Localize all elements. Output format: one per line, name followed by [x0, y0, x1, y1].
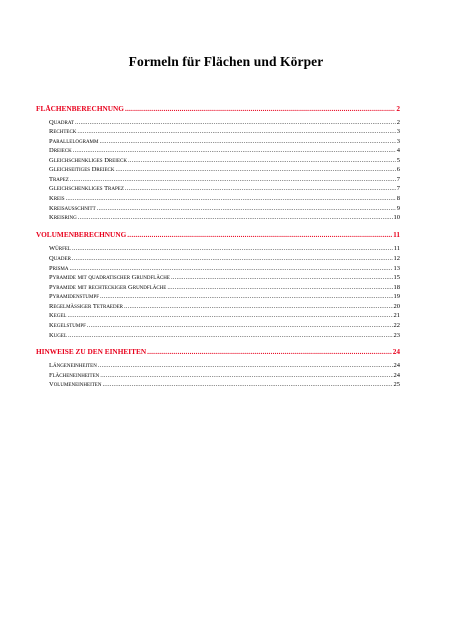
- toc-page-number: 11: [393, 230, 400, 239]
- toc-dot-leader: [72, 255, 393, 262]
- toc-page-number: 7: [396, 185, 400, 192]
- toc-page-number: 8: [396, 195, 400, 202]
- toc-item-gleichseitiges-dreieck[interactable]: [49, 166, 400, 173]
- toc-item-label: Pyramidenstumpf: [49, 293, 100, 300]
- toc-page-number: 2: [396, 119, 400, 126]
- toc-dot-leader: [72, 245, 393, 252]
- toc-section-einheiten[interactable]: [36, 347, 400, 356]
- toc-page-number: 9: [396, 205, 400, 212]
- toc-item-label: Dreieck: [49, 147, 72, 154]
- toc-page-number: 13: [393, 265, 400, 272]
- toc-item-volumeneinheiten[interactable]: [49, 381, 400, 388]
- toc-item-kugel[interactable]: [49, 332, 400, 339]
- toc-dot-leader: [125, 185, 396, 192]
- toc-item-label: Würfel: [49, 245, 71, 252]
- toc-item-prisma[interactable]: [49, 265, 400, 272]
- toc-item-wuerfel[interactable]: [49, 245, 400, 252]
- toc-dot-leader: [68, 332, 392, 339]
- toc-item-dreieck[interactable]: [49, 147, 400, 154]
- toc-dot-leader: [147, 347, 392, 356]
- toc-item-label: Gleichschenkliges Dreieck: [49, 157, 127, 164]
- toc-item-gleichschenkliges-dreieck[interactable]: [49, 157, 400, 164]
- toc-page-number: 23: [393, 332, 400, 339]
- toc-dot-leader: [73, 147, 396, 154]
- toc-item-laengeneinheiten[interactable]: [49, 362, 400, 369]
- toc-item-label: Pyramide mit rechteckiger Grundfläche: [49, 284, 167, 291]
- toc-dot-leader: [127, 230, 392, 239]
- toc-page-number: 5: [396, 157, 400, 164]
- toc-page-number: 25: [393, 381, 400, 388]
- toc-item-kreisring[interactable]: [49, 214, 400, 221]
- toc-item-label: Kreisausschnitt: [49, 205, 96, 212]
- toc-item-label: Regelmäßiger Tetraeder: [49, 303, 123, 310]
- toc-item-label: Rechteck: [49, 128, 77, 135]
- toc-page-number: 6: [396, 166, 400, 173]
- toc-page-number: 24: [393, 362, 400, 369]
- toc-item-label: Trapez: [49, 176, 69, 183]
- toc-item-label: Gleichschenkliges Trapez: [49, 185, 124, 192]
- toc-dot-leader: [102, 381, 392, 388]
- toc-dot-leader: [171, 274, 393, 281]
- toc-dot-leader: [167, 284, 392, 291]
- toc-item-gleichschenkliges-trapez[interactable]: [49, 185, 400, 192]
- toc-item-label: Kugel: [49, 332, 68, 339]
- toc-dot-leader: [125, 104, 395, 113]
- toc-dot-leader: [115, 166, 395, 173]
- toc-dot-leader: [78, 214, 393, 221]
- toc-item-label: Prisma: [49, 265, 69, 272]
- toc-item-label: Kegel: [49, 312, 67, 319]
- toc-page-number: 18: [393, 284, 400, 291]
- toc-item-kegelstumpf[interactable]: [49, 322, 400, 329]
- toc-item-label: Kreisring: [49, 214, 77, 221]
- toc-dot-leader: [100, 293, 392, 300]
- toc-item-label: Quadrat: [49, 119, 74, 126]
- toc-dot-leader: [99, 138, 395, 145]
- toc-page-number: 4: [396, 147, 400, 154]
- toc-item-label: Quader: [49, 255, 71, 262]
- toc-item-kreisausschnitt[interactable]: [49, 205, 400, 212]
- toc-dot-leader: [70, 176, 396, 183]
- toc-page-number: 2: [396, 104, 400, 113]
- toc-page-number: 11: [393, 245, 400, 252]
- toc-item-parallelogramm[interactable]: [49, 138, 400, 145]
- toc-item-trapez[interactable]: [49, 176, 400, 183]
- toc-page-number: 10: [393, 214, 400, 221]
- toc-page-number: 19: [393, 293, 400, 300]
- toc-item-flaecheneinheiten[interactable]: [49, 372, 400, 379]
- toc-dot-leader: [97, 205, 396, 212]
- toc-item-label: Gleichseitiges Dreieck: [49, 166, 115, 173]
- toc-page-number: 20: [393, 303, 400, 310]
- toc-page-number: 22: [393, 322, 400, 329]
- toc-dot-leader: [87, 322, 393, 329]
- page-title: Formeln für Flächen und Körper: [128, 54, 324, 69]
- toc-dot-leader: [124, 303, 393, 310]
- toc-page-number: 12: [393, 255, 400, 262]
- toc-section-volumenberechnung[interactable]: [36, 230, 400, 239]
- toc-page-number: 24: [392, 347, 400, 356]
- toc-page-number: 21: [393, 312, 400, 319]
- toc-dot-leader: [69, 265, 392, 272]
- toc-item-label: Längeneinheiten: [49, 362, 97, 369]
- toc-item-label: Kegelstumpf: [49, 322, 86, 329]
- toc-section-label: VOLUMENBERECHNUNG: [36, 230, 127, 239]
- toc-page-number: 3: [396, 138, 400, 145]
- toc-item-pyramide-rechteckig[interactable]: [49, 284, 400, 291]
- toc-item-quader[interactable]: [49, 255, 400, 262]
- toc-page-number: 7: [396, 176, 400, 183]
- toc-page-number: 24: [393, 372, 400, 379]
- toc-dot-leader: [75, 119, 396, 126]
- toc-dot-leader: [100, 372, 392, 379]
- toc-page-number: 15: [393, 274, 400, 281]
- toc-dot-leader: [67, 312, 392, 319]
- toc-item-label: Volumeneinheiten: [49, 381, 102, 388]
- toc-dot-leader: [66, 195, 396, 202]
- toc-item-label: Parallelogramm: [49, 138, 99, 145]
- toc-item-tetraeder[interactable]: [49, 303, 400, 310]
- toc-dot-leader: [77, 128, 395, 135]
- toc-section-label: FLÄCHENBERECHNUNG: [36, 104, 124, 113]
- toc-section-label: HINWEISE ZU DEN EINHEITEN: [36, 347, 147, 356]
- toc-item-quadrat[interactable]: [49, 119, 400, 126]
- toc-item-rechteck[interactable]: [49, 128, 400, 135]
- toc-item-label: Pyramide mit quadratischer Grundfläche: [49, 274, 170, 281]
- toc-item-kegel[interactable]: [49, 312, 400, 319]
- toc-page-number: 3: [396, 128, 400, 135]
- toc-item-pyramidenstumpf[interactable]: [49, 293, 400, 300]
- toc-dot-leader: [128, 157, 396, 164]
- toc-item-kreis[interactable]: [49, 195, 400, 202]
- toc-item-label: Kreis: [49, 195, 65, 202]
- toc-item-label: Flächeneinheiten: [49, 372, 100, 379]
- toc-section-flaechenberechnung[interactable]: [36, 104, 400, 113]
- toc-dot-leader: [98, 362, 393, 369]
- toc-item-pyramide-quadratisch[interactable]: [49, 274, 400, 281]
